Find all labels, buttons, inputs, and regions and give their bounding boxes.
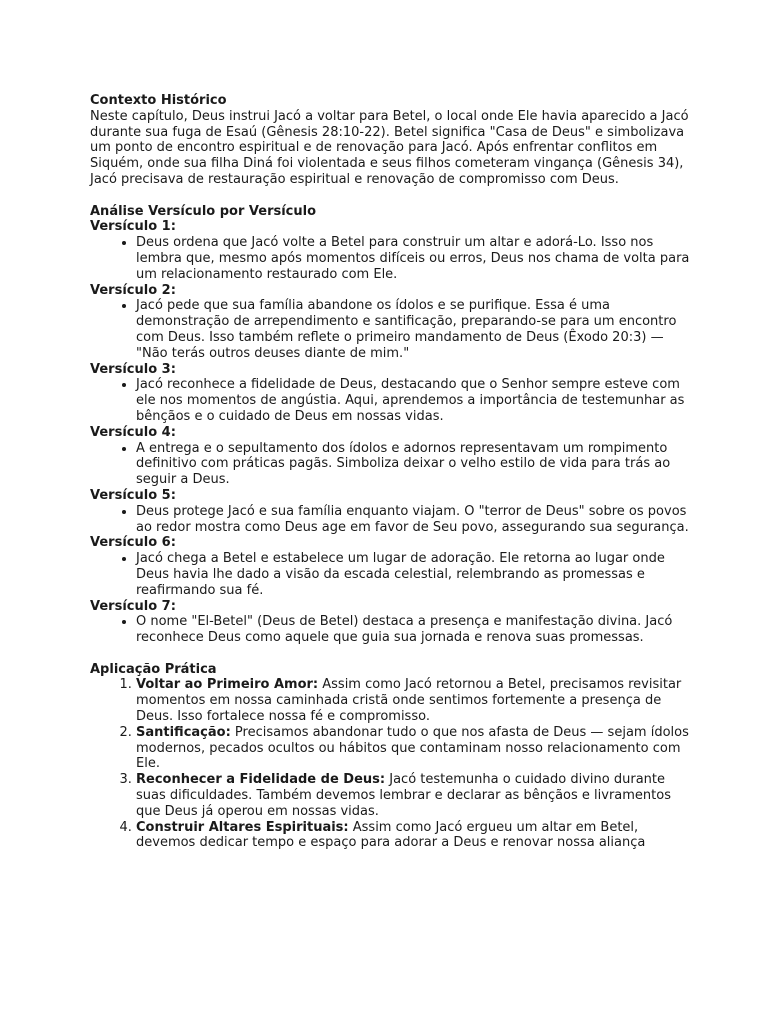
application-item-lead: Reconhecer a Fidelidade de Deus: <box>136 772 386 788</box>
verse-label: Versículo 3: <box>90 361 176 377</box>
application-item-text: Assim como Jacó ergueu um altar em Betel, devemos dedicar tempo e espaço para adorar a Deus e renovar nossa aliança <box>136 819 646 851</box>
application-item-lead: Voltar ao Primeiro Amor: <box>136 677 319 693</box>
verse-text: • A entrega e o sepultamento dos ídolos e adornos representavam um rompimento definitivo com práticas pagãs. Simboliza deixar o velho estilo de vida para trás ao seguir a Deus. <box>136 441 690 488</box>
historical-context-text: Neste capítulo, Deus instrui Jacó a voltar para Betel, o local onde Ele havia aparecido a Jacó durante sua fuga de Esaú (Gênesis 28:10-22). Betel significa "Casa de Deus" e simbolizava um ponto de encontro espiritual e de renovação para Jacó. Após enfrentar conflitos em Siquém, onde sua filha Diná foi violentada e seus filhos cometeram vingança (Gênesis 34), Jacó precisava de restauração espiritual e renovação de compromisso com Deus. <box>90 108 689 187</box>
verse-label: Versículo 6: <box>90 535 176 551</box>
verse-text: • Jacó reconhece a fidelidade de Deus, destacando que o Senhor sempre esteve com ele nos momentos de angústia. Aqui, aprendemos a importância de testemunhar as bênçãos e o cuidado de Deus em nossas vidas. <box>136 377 690 424</box>
verse-label: Versículo 5: <box>90 487 176 503</box>
verse-text: • Deus ordena que Jacó volte a Betel para construir um altar e adorá-Lo. Isso nos lembra que, mesmo após momentos difíceis ou erros, Deus nos chama de volta para um relacionamento restaurado com Ele. <box>136 235 690 282</box>
verse-label: Versículo 7: <box>90 598 176 614</box>
application-item-text: Precisamos abandonar tudo o que nos afasta de Deus — sejam ídolos modernos, pecados ocultos ou hábitos que contaminam nosso relacionamento com Ele. <box>136 724 689 772</box>
verse-bullet-list <box>90 298 690 361</box>
document-page <box>90 93 690 851</box>
application-item-lead: Construir Altares Espirituais: <box>136 819 349 835</box>
section-spacer <box>90 188 690 204</box>
verse-analysis-section <box>90 204 690 646</box>
application-item <box>136 725 690 772</box>
application-item-text: Assim como Jacó retornou a Betel, precisamos revisitar momentos em nossa caminhada cristã onde sentimos fortemente a presença de Deus. Isso fortalece nossa fé e compromisso. <box>136 677 682 725</box>
application-item <box>136 677 690 724</box>
verse-bullet-list <box>90 235 690 282</box>
verse-label: Versículo 1: <box>90 219 176 235</box>
application-item <box>136 772 690 819</box>
verse-text: • Jacó pede que sua família abandone os ídolos e se purifique. Essa é uma demonstração de arrependimento e santificação, preparando-se para um encontro com Deus. Isso também reflete o primeiro mandamento de Deus (Êxodo 20:3) — "Não terás outros deuses diante de mim." <box>136 298 690 361</box>
historical-context-section <box>90 93 690 188</box>
application-item <box>136 820 690 852</box>
application-item-lead: Santificação: <box>136 724 231 740</box>
practical-application-heading: Aplicação Prática <box>90 661 217 677</box>
section-spacer <box>90 646 690 662</box>
verse-bullet-list <box>90 551 690 598</box>
verse-text: • Deus protege Jacó e sua família enquanto viajam. O "terror de Deus" sobre os povos ao redor mostra como Deus age em favor de Seu povo, assegurando sua segurança. <box>136 504 690 536</box>
verse-analysis-heading: Análise Versículo por Versículo <box>90 203 317 219</box>
historical-context-heading: Contexto Histórico <box>90 93 227 108</box>
verse-text: • O nome "El-Betel" (Deus de Betel) destaca a presença e manifestação divina. Jacó reconhece Deus como aquele que guia sua jornada e renova suas promessas. <box>136 614 690 646</box>
verse-text: • Jacó chega a Betel e estabelece um lugar de adoração. Ele retorna ao lugar onde Deus havia lhe dado a visão da escada celestial, relembrando as promessas e reafirmando sua fé. <box>136 551 690 598</box>
verse-bullet-list <box>90 441 690 488</box>
application-item-text: Jacó testemunha o cuidado divino durante suas dificuldades. Também devemos lembrar e declarar as bênçãos e livramentos que Deus já operou em nossas vidas. <box>136 772 671 819</box>
verse-bullet-list <box>90 377 690 424</box>
application-numbered-list <box>90 677 690 851</box>
practical-application-section <box>90 662 690 852</box>
verse-bullet-list <box>90 614 690 646</box>
verse-bullet-list <box>90 504 690 536</box>
verse-label: Versículo 4: <box>90 424 176 440</box>
verse-label: Versículo 2: <box>90 282 176 298</box>
